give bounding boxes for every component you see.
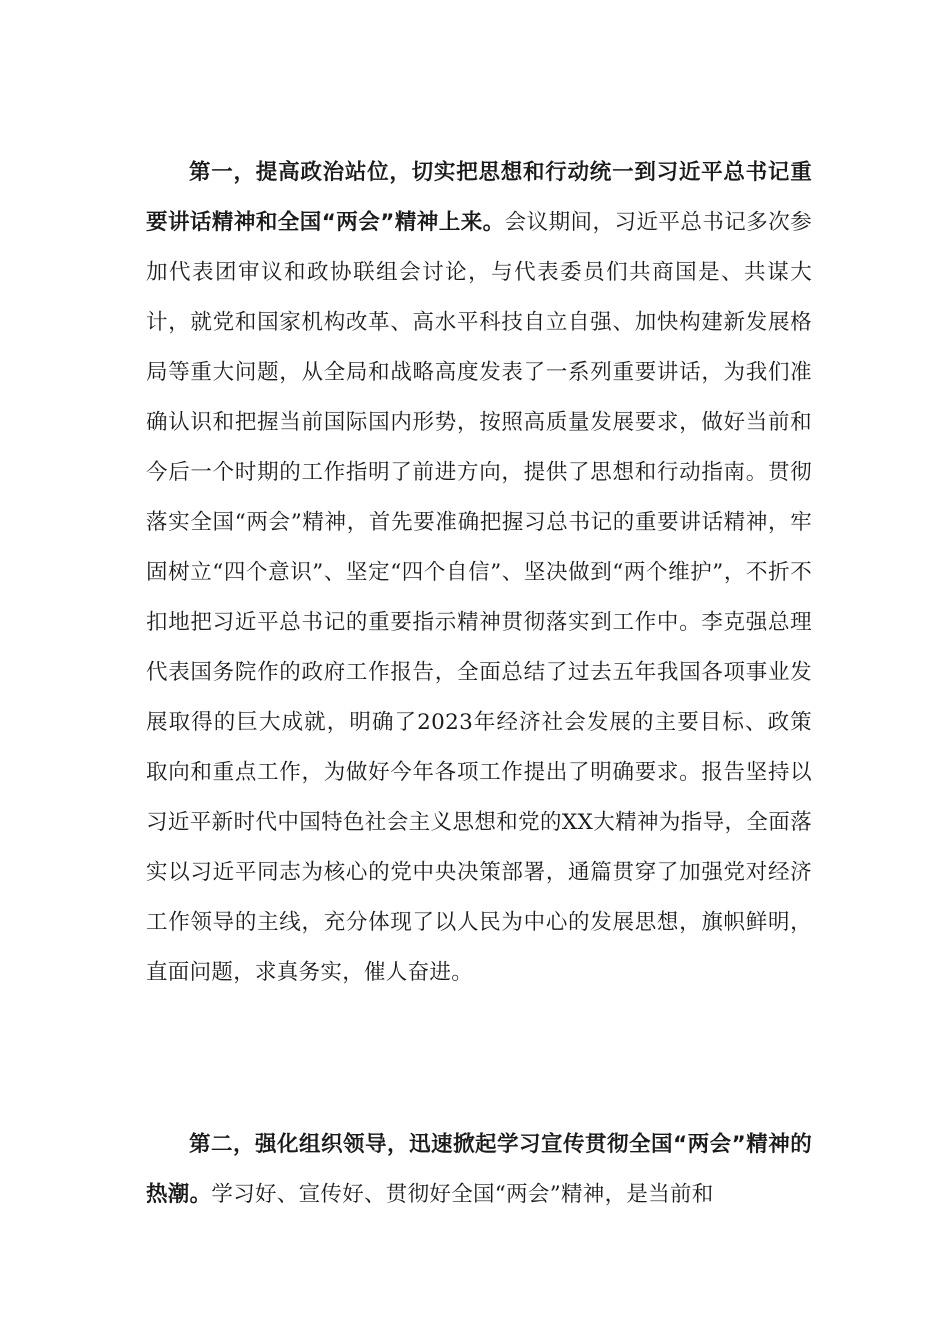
paragraph-first	[146, 148, 812, 998]
paragraph-second	[146, 1120, 812, 1220]
paragraph-lead: 第一，提高政治站位，切实把思想和行动统一到习近平总书记重要讲话精神和全国“两会”精神上来。	[146, 160, 812, 235]
paragraph-body: 学习好、宣传好、贯彻好全国“两会”精神，是当前和	[211, 1182, 714, 1207]
paragraph-body: 会议期间，习近平总书记多次参加代表团审议和政协联组会讨论，与代表委员们共商国是、共谋大计，就党和国家机构改革、高水平科技自立自强、加快构建新发展格局等重大问题，从全局和战略高度发表了一系列重要讲话，为我们准确认识和把握当前国际国内形势，按照高质量发展要求，做好当前和今后一个时期的工作指明了前进方向，提供了思想和行动指南。贯彻落实全国“两会”精神，首先要准确把握习总书记的重要讲话精神，牢固树立“四个意识”、坚定“四个自信”、坚决做到“两个维护”，不折不扣地把习近平总书记的重要指示精神贯彻落实到工作中。李克强总理代表国务院作的政府工作报告，全面总结了过去五年我国各项事业发展取得的巨大成就，明确了2023年经济社会发展的主要目标、政策取向和重点工作，为做好今年各项工作提出了明确要求。报告坚持以习近平新时代中国特色社会主义思想和党的XX大精神为指导，全面落实以习近平同志为核心的党中央决策部署，通篇贯穿了加强党对经济工作领导的主线，充分体现了以人民为中心的发展思想，旗帜鲜明，直面问题，求真务实，催人奋进。	[146, 210, 812, 985]
paragraph-lead: 第二，强化组织领导，迅速掀起学习宣传贯彻全国“两会”精神的热潮。	[146, 1132, 812, 1207]
